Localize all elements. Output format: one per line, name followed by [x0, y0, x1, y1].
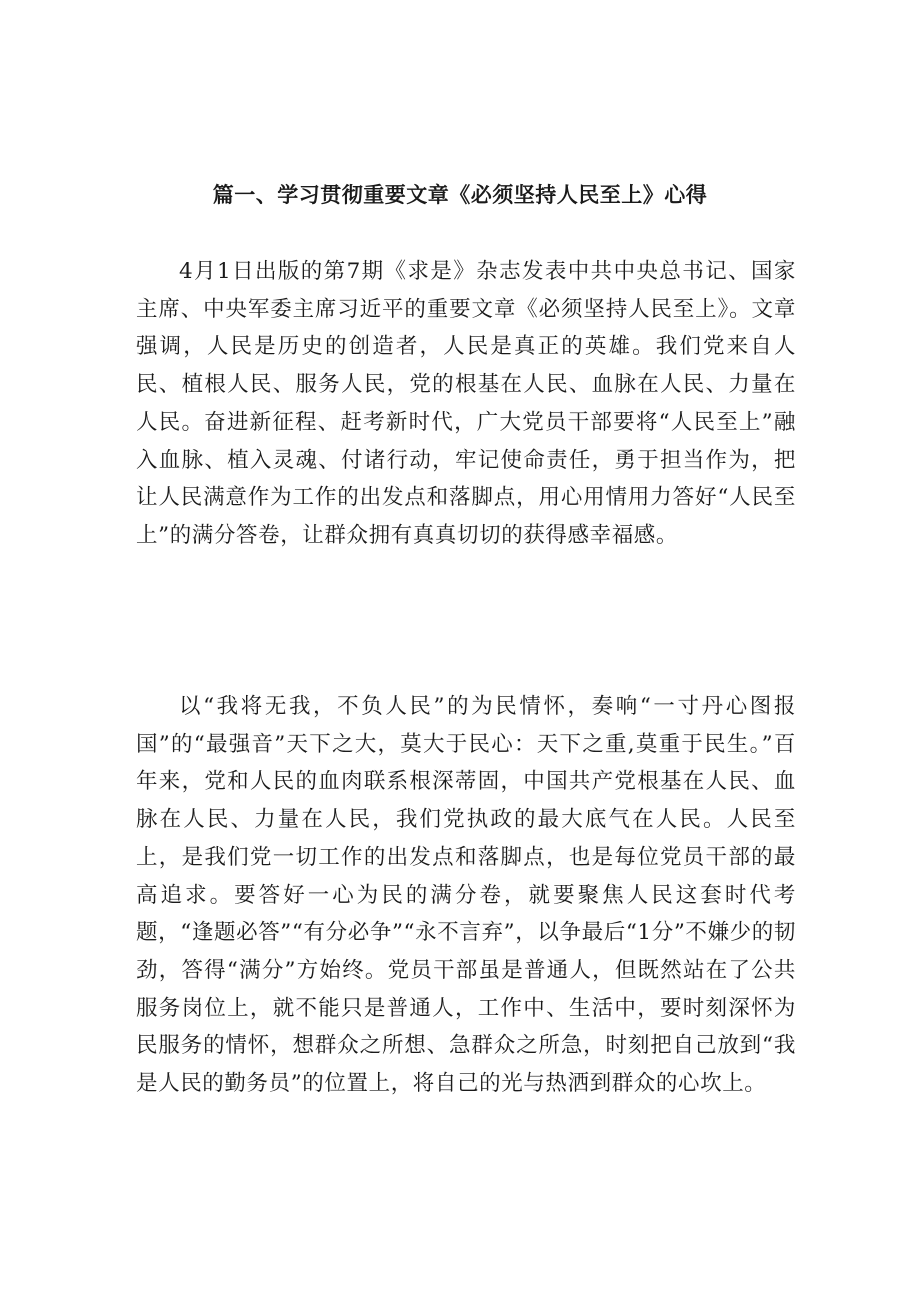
body-paragraph-2: 以“我将无我，不负人民”的为民情怀，奏响“一寸丹心图报国”的“最强音”天下之大，莫大于民心：天下之重,莫重于民生。”百年来，党和人民的血肉联系根深蒂固，中国共产党根基在人民、血脉在人民、力量在人民，我们党执政的最大底气在人民。人民至上，是我们党一切工作的出发点和落脚点，也是每位党员干部的最高追求。要答好一心为民的满分卷，就要聚焦人民这套时代考题，“逢题必答”“有分必争”“永不言弃”，以争最后“1分”不嫌少的韧劲，答得“满分”方始终。党员干部虽是普通人，但既然站在了公共服务岗位上，就不能只是普通人，工作中、生活中，要时刻深怀为民服务的情怀，想群众之所想、急群众之所急，时刻把自己放到“我是人民的勤务员”的位置上，将自己的光与热洒到群众的心坎上。 [136, 694, 796, 1097]
body-paragraph-1: 4月1日出版的第7期《求是》杂志发表中共中央总书记、国家主席、中央军委主席习近平的重要文章《必须坚持人民至上》。文章强调，人民是历史的创造者，人民是真正的英雄。我们党来自人民、植根人民、服务人民，党的根基在人民、血脉在人民、力量在人民。奋进新征程、赶考新时代，广大党员干部要将“人民至上”融入血脉、植入灵魂、付诸行动，牢记使命责任，勇于担当作为，把让人民满意作为工作的出发点和落脚点，用心用情用力答好“人民至上”的满分答卷，让群众拥有真真切切的获得感幸福感。 [136, 259, 796, 548]
document-title: 篇一、学习贯彻重要文章《必须坚持人民至上》心得 [212, 183, 708, 207]
